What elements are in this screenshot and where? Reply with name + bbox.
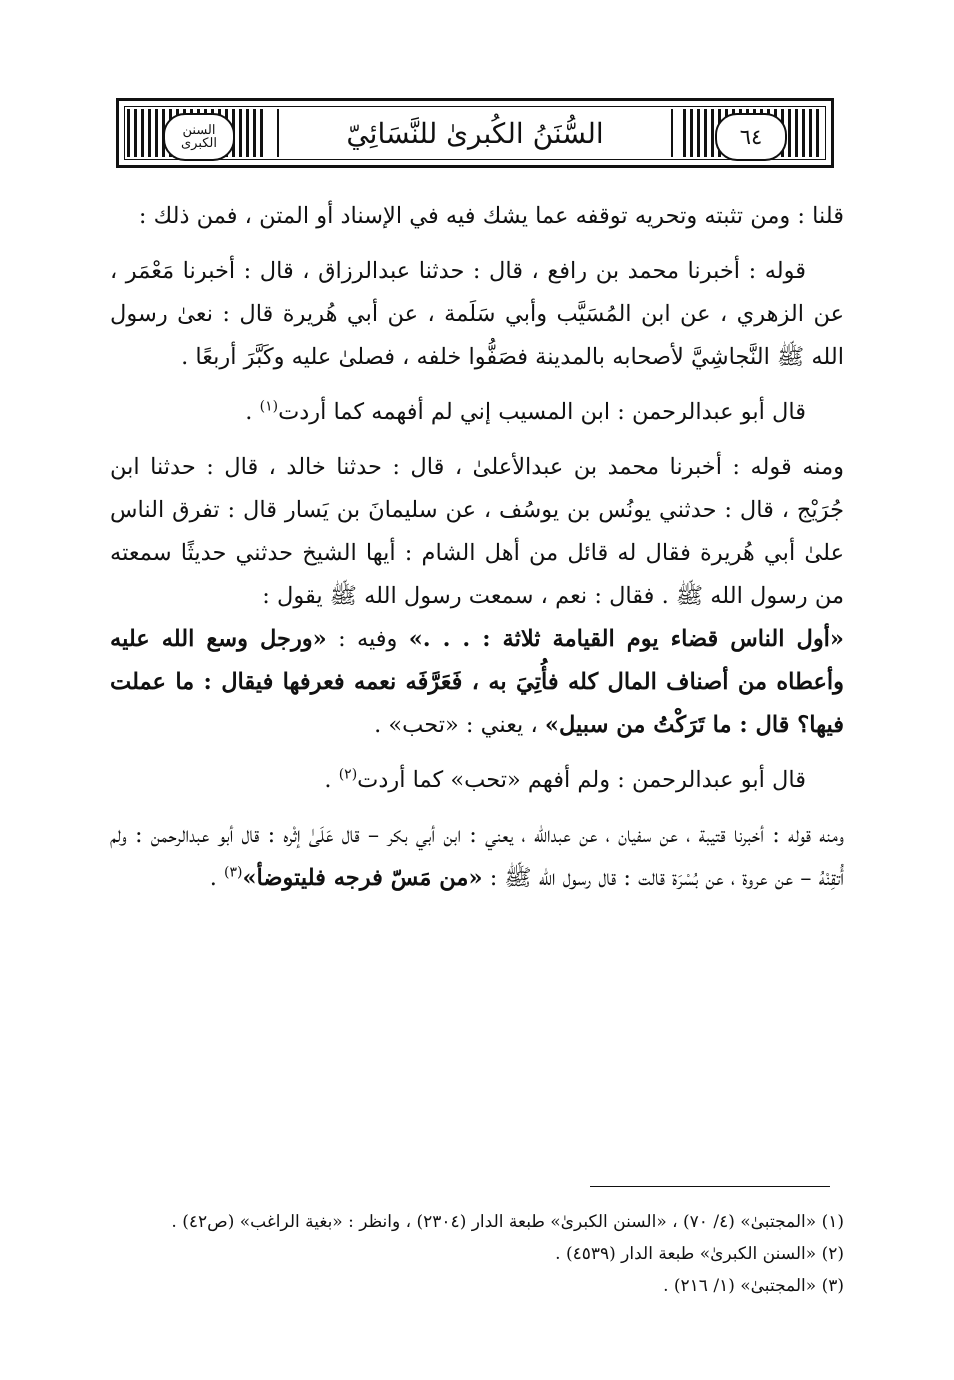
page-number: ٦٤ xyxy=(715,113,787,161)
quoted-hadith-3: «من مَسّ فرجه فليتوضأ» xyxy=(242,865,483,891)
running-title: السُّنَنُ الكُبرىٰ للنَّسَائِيّ xyxy=(277,109,673,157)
paragraph-comment-2: قال أبو عبدالرحمن : ولم أفهم «تحب» كما أردت$^{(٢)}$ . xyxy=(324,766,806,793)
paragraph-hadith-2: ومنه قوله : أخبرنا محمد بن عبدالأعلىٰ ، قال : حدثنا خالد ، قال : حدثنا ابن جُرَيْج ، قال : حدثني يونُس بن يوسُف ، عن سليمانَ بن يَسار قال : تفرق الناس علىٰ أبي هُريرة فقال له قائل من أهل الشام : أيها الشيخ حدثني حديثًا سمعته من رسول الله ﷺ . فقال : نعم ، سمعت رسول الله ﷺ يقول : «أول الناس قضاء يوم القيامة ثلاثة : . . .» وفيه : «ورجل وسع الله عليه وأعطاه من أصناف المال كله فأُتِيَ به ، فَعَرَّفَه نعمه فعرفها فيقال : ما عملت فيها؟ قال : ما تَرَكْتُ من سبيل» ، يعني : «تحب» . xyxy=(110,454,844,738)
footnote-marker-1: (١) xyxy=(259,398,279,415)
main-text xyxy=(110,195,844,912)
paragraph-hadith-1: قوله : أخبرنا محمد بن رافع ، قال : حدثنا عبدالرزاق ، قال : أخبرنا مَعْمَر ، عن الزهري ، عن ابن المُسَيَّب وأبي سَلَمة ، عن أبي هُريرة قال : نعىٰ رسول الله ﷺ النَّجاشِيَّ لأصحابه بالمدينة فصَفُّوا خلفه ، فصلىٰ عليه وكَبَّرَ أربعًا . xyxy=(110,258,844,370)
footnote-marker-2: (٢) xyxy=(338,766,358,783)
footnote-divider xyxy=(590,1186,830,1187)
footnote-1: (١) «المجتبىٰ» (٤/ ٧٠) ، «السنن الكبرىٰ» طبعة الدار (٢٣٠٤) ، وانظر : «بغية الراغب» (ص٤٢) . xyxy=(171,1212,844,1232)
paragraph-comment-1: قال أبو عبدالرحمن : ابن المسيب إني لم أفهمه كما أردت$^{(١)}$ . xyxy=(245,398,806,425)
footnote-2: (٢) «السنن الكبرىٰ» طبعة الدار (٤٥٣٩) . xyxy=(555,1244,844,1264)
page-header xyxy=(116,98,834,168)
paragraph-hadith-3: ومنه قوله : أخبرنا قتيبة ، عن سفيان ، عن عبدالله ، يعني : ابن أبي بكر – قال عَلَىٰ إثْره : قال أبو عبدالرحمن : ولم أُتقِنْهُ – عن عروة ، عن بُسْرَة قالت : قال رسول الله ﷺ : «من مَسّ فرجه فليتوضأ»$^{(٣)}$ . xyxy=(110,822,844,891)
footnotes xyxy=(110,1206,844,1302)
book-logo: السنن الكبرى xyxy=(163,113,235,161)
quoted-hadith-2: «ورجل وسع الله عليه وأعطاه من أصناف المال كله فأُتِيَ به ، فَعَرَّفَه نعمه فعرفها فيقال : ما عملت فيها؟ قال : ما تَرَكْتُ من سبيل» xyxy=(110,626,844,738)
footnote-3: (٣) «المجتبىٰ» (١/ ٢١٦) . xyxy=(663,1276,844,1296)
paragraph-intro: قلنا : ومن تثبته وتحريه توقفه عما يشك فيه في الإسناد أو المتن ، فمن ذلك : xyxy=(138,203,844,229)
header-frame xyxy=(124,106,826,160)
footnote-marker-3: (٣) xyxy=(224,864,243,881)
quoted-hadith-1: «أول الناس قضاء يوم القيامة ثلاثة : . . .» xyxy=(408,626,844,652)
